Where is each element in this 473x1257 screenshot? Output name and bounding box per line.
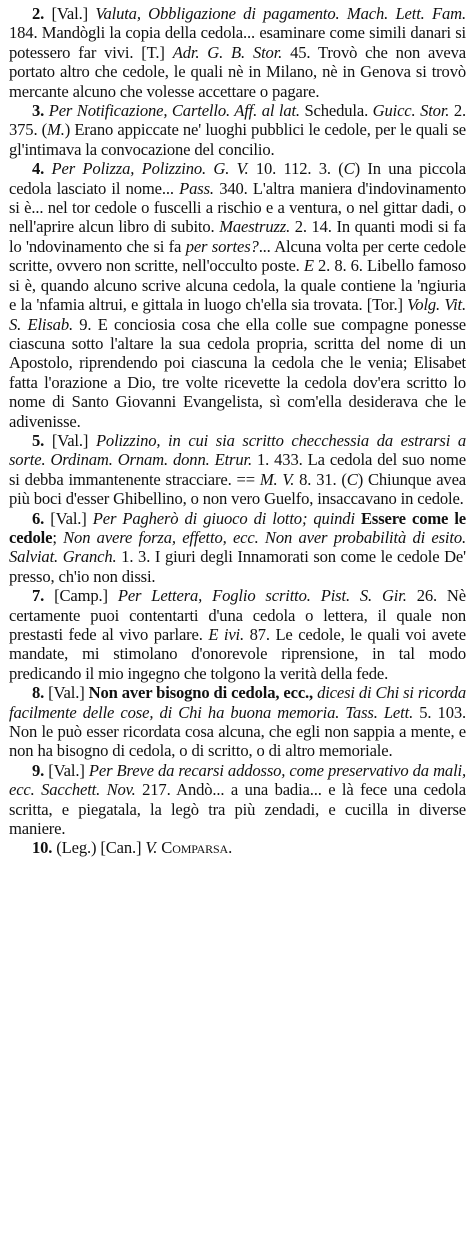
- italic-text: Volg. Vit. S. Elisab.: [9, 295, 466, 334]
- entry-text: [44, 159, 51, 178]
- entry-text: 217. Andò... a una badia... e là fece una cedola scritta, e piegatala, la legò tra più zendadi, e cucilla in diverse maniere.: [9, 780, 466, 839]
- italic-text: dicesi di Chi si ricorda facilmente delle cose, di Chi ha buona memoria. Tass. Lett.: [9, 683, 466, 722]
- entry-number: 7.: [32, 586, 45, 606]
- entry-text: 2. 8. 6. Libello famoso si è, quando alcuno scrive alcuna cedola, la quale contiene la 'ngiuria e la 'nfamia altrui, e gittala in luogo ch'ella sia trovata. [Tor.]: [9, 256, 466, 315]
- italic-text: E: [303, 256, 314, 276]
- italic-text: M. V.: [259, 469, 295, 489]
- entry-text: 9. E conciosia cosa che ella colle sue compagne ponesse ciascuna sotto l'altare la sua cedola propria, scritta del nome di un Apostolo, riprendendo poi ciascuna la cedola che le venia; Elisabet fatta l'orazione a Dio, tre volte ricevette la cedola dov'era scritto lo nome di Santo Giovanni Evangelista, sì com'ella desiderava che le adivenisse.: [9, 314, 466, 431]
- italic-text: Per Polizza, Polizzino. G. V.: [51, 159, 249, 179]
- italic-text: C: [343, 159, 355, 179]
- entry-number: 5.: [32, 430, 45, 450]
- entry-number: 3.: [32, 101, 45, 121]
- dictionary-entry: [9, 683, 466, 761]
- entry-text: ) Chiunque avea più boci d'esser Ghibellino, o non vero Guelfo, insaccavano in cedole.: [9, 469, 467, 509]
- entry-text: [Camp.]: [44, 586, 118, 606]
- entry-text: 26. Nè certamente puoi contentarti d'una cedola o lettera, il quale non prestasti fede al vivo parlare.: [9, 586, 466, 644]
- entry-text: [Val.]: [44, 508, 93, 528]
- entry-text: ;: [52, 527, 64, 547]
- entry-text: 1. 433. La cedola del suo nome si debba immantenente stracciare. ==: [9, 450, 466, 489]
- bold-text: Non aver bisogno di cedola, ecc.,: [88, 683, 314, 703]
- italic-text: Non avere forza, effetto, ecc. Non aver probabilità di esito. Salviat. Granch.: [9, 527, 466, 567]
- entry-text: [Val.]: [44, 760, 89, 780]
- italic-text: Pass.: [179, 178, 214, 198]
- dictionary-entry: [9, 431, 466, 509]
- entry-number: 2.: [32, 4, 45, 23]
- italic-text: Valuta, Obbligazione di pagamento. Mach. Lett. Fam.: [95, 4, 466, 23]
- italic-text: M.: [47, 120, 65, 140]
- entry-text: 8. 31. (: [294, 469, 347, 489]
- italic-text: Guicc. Stor.: [372, 101, 450, 121]
- entry-text: 1. 3. I giuri degli Innamorati son come le cedole De' presso, ch'io non dissi.: [9, 547, 466, 586]
- italic-text: Polizzino, in cui sia scritto checchessia da estrarsi a sorte. Ordinam. Ornam. donn. Etrur.: [9, 430, 466, 470]
- entry-text: 2. 14. In quanti modi si fa lo 'ndovinamento che si fa: [9, 217, 467, 256]
- italic-text: Maestruzz.: [219, 217, 291, 237]
- italic-text: per sortes?: [185, 236, 259, 256]
- entry-text: (Leg.) [Can.]: [52, 838, 146, 858]
- dictionary-entry: [9, 761, 466, 839]
- entry-text: ... Alcuna volta per certe cedole scritte, ovvero non scritte, nell'occulto poste.: [9, 236, 466, 276]
- dictionary-entry: [9, 586, 466, 683]
- entry-number: 4.: [32, 159, 45, 179]
- entry-text: 45. Trovò che non aveva portato altro che cedole, le quali nè in Milano, nè in Genova si trovò mercante alcuno che volesse accettare o pagare.: [9, 42, 466, 101]
- dictionary-entry: [9, 4, 466, 101]
- bold-text: Essere come le cedole: [9, 508, 466, 547]
- entry-text: Schedula.: [299, 101, 373, 121]
- italic-text: V.: [145, 838, 158, 858]
- entry-number: 9.: [32, 760, 45, 780]
- italic-text: C: [346, 469, 358, 489]
- entry-text: 184. Mandògli la copia della cedola... esaminare come simili danari si potessero far vivi. [T.]: [9, 23, 466, 62]
- entry-text: [Val.]: [44, 4, 96, 23]
- entry-text: [Val.]: [44, 683, 89, 703]
- dictionary-entry: [9, 838, 466, 857]
- italic-text: E ivi.: [208, 625, 245, 644]
- italic-text: Per Breve da recarsi addosso, come preservativo da mali, ecc. Sacchett. Nov.: [9, 760, 466, 800]
- entry-text: ) In una piccola cedola lasciato il nome...: [9, 159, 467, 198]
- small-caps-text: Comparsa.: [161, 838, 233, 858]
- entry-number: 10.: [32, 838, 53, 858]
- entry-text: ) Erano appiccate ne' luoghi pubblici le cedole, per le quali se gl'intimava la convocazione del concilio.: [9, 120, 466, 159]
- italic-text: Per Pagherò di giuoco di lotto; quindi: [92, 508, 355, 528]
- italic-text: Per Notificazione, Cartello. Aff. al lat.: [48, 101, 300, 121]
- entry-text: 87. Le cedole, le quali voi avete mandate, mi stimolano d'onorevole riprensione, in tal modo predicando il mio ingegno che tolgono la verità della fede.: [9, 625, 466, 683]
- entry-number: 8.: [32, 683, 45, 703]
- entry-text: [Val.]: [44, 430, 96, 450]
- entry-text: 5. 103. Non le può esser ricordata cosa alcuna, che egli non sappia a mente, e non ha bisogno di cedola, o di scritto, o di altro memoriale.: [9, 702, 466, 761]
- dictionary-entry: [9, 101, 466, 159]
- dictionary-entry: [9, 509, 466, 587]
- dictionary-entry: [9, 159, 466, 431]
- entry-text: 2. 375. (: [9, 101, 467, 140]
- italic-text: Adr. G. B. Stor.: [172, 42, 283, 62]
- italic-text: Per Lettera, Foglio scritto. Pist. S. Gir.: [117, 586, 407, 606]
- entry-text: 10. 112. 3. (: [248, 159, 344, 179]
- entry-number: 6.: [32, 508, 45, 528]
- entry-text: 340. L'altra maniera d'indovinamento si è... nel tor cedole o fuscelli a rischio e a ventura, o nel gittar dadi, o nell'aprire alcun libro di subito.: [9, 178, 466, 237]
